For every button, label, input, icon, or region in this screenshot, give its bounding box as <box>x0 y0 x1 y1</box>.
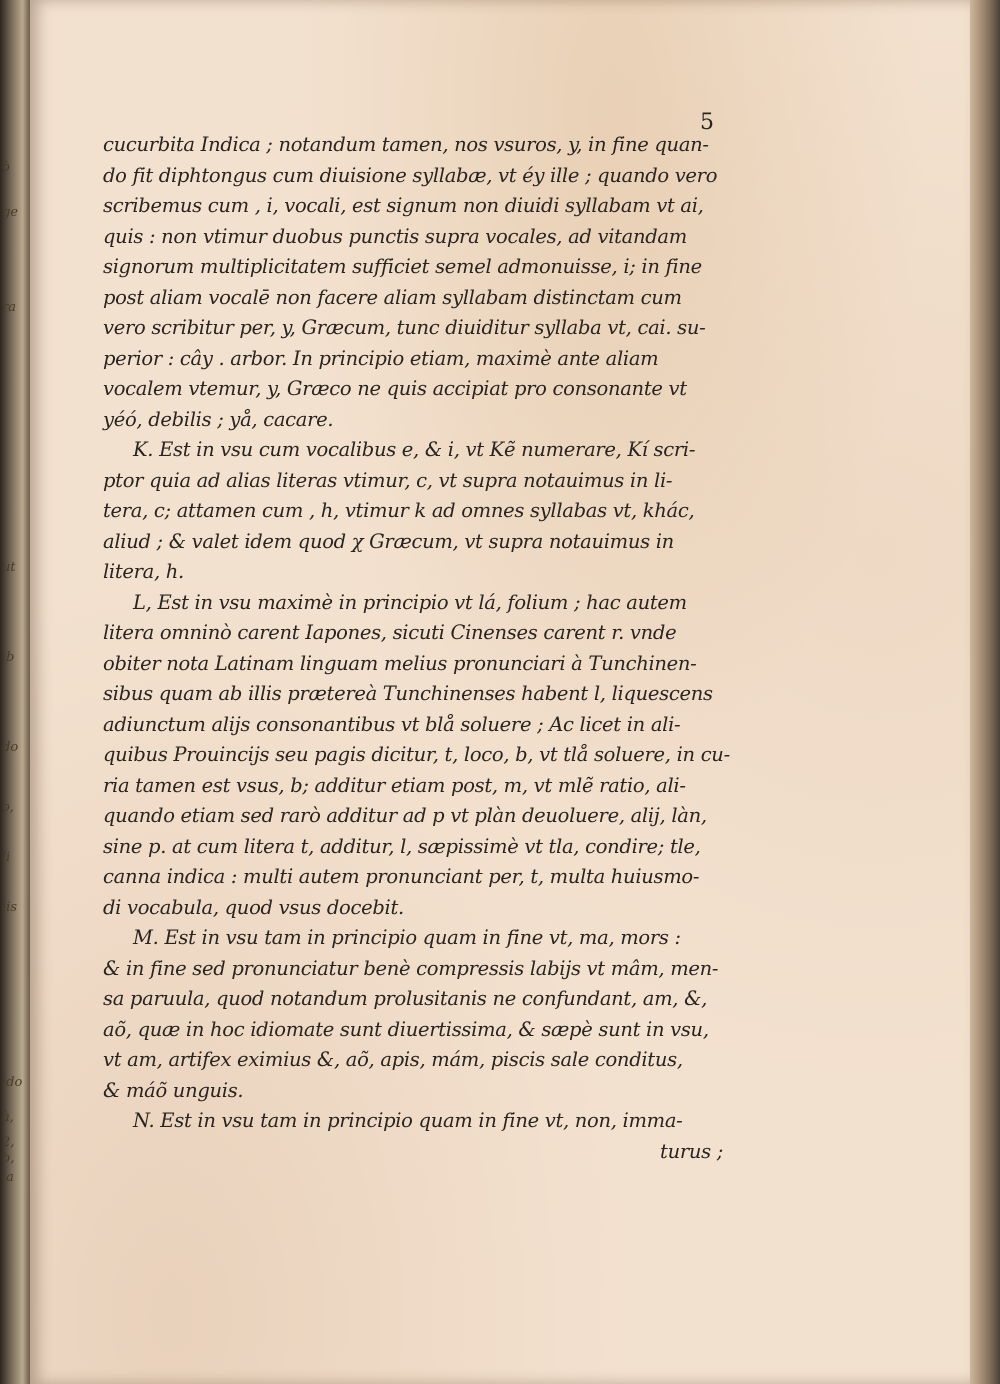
margin-fragment: ia <box>2 1170 14 1185</box>
margin-fragment: ge <box>2 205 19 220</box>
catchword: turus ; <box>660 1139 723 1163</box>
text-line: vocalem vtemur, y, Græco ne quis accipiat pro consonante vt <box>103 377 687 400</box>
text-line: N. Est in vsu tam in principio quam in fine vt, non, imma- <box>133 1109 683 1132</box>
margin-fragment: à, <box>2 1110 14 1125</box>
margin-fragment: ut <box>2 560 16 575</box>
text-line: sine p. at cum litera t, additur, l, sæpissimè vt tla, condire; tle, <box>103 834 701 858</box>
text-line: di vocabula, quod vsus docebit. <box>103 895 404 919</box>
facing-page-edge <box>0 0 30 1384</box>
text-line: sibus quam ab illis prætereà Tunchinenses habent l, liquescens <box>103 682 713 705</box>
margin-fragment: o, <box>2 800 14 815</box>
text-line: adiunctum alijs consonantibus vt blå soluere ; Ac licet in ali- <box>103 712 681 736</box>
text-line: sa paruula, quod notandum prolusitanis ne confundant, am, &, <box>103 987 708 1010</box>
text-line: ria tamen est vsus, b; additur etiam post, m, vt mlẽ ratio, ali- <box>103 773 686 797</box>
text-line: ptor quia ad alias literas vtimur, c, vt supra notauimus in li- <box>103 468 673 492</box>
text-line: L, Est in vsu maximè in principio vt lá, folium ; hac autem <box>133 590 687 614</box>
text-line: perior : cây . arbor. In principio etiam, maximè ante aliam <box>103 346 659 370</box>
margin-fragment: li <box>2 850 11 865</box>
text-line: & máõ unguis. <box>103 1078 244 1102</box>
margin-fragment: ra <box>2 300 16 315</box>
text-line: vt am, artifex eximius &, aõ, apis, mám, piscis sale conditus, <box>103 1048 683 1071</box>
margin-fragment: 2, b, <box>2 1135 15 1166</box>
text-line: K. Est in vsu cum vocalibus e, & i, vt Kẽ numerare, Kí scri- <box>133 438 696 461</box>
margin-fragment: ò <box>2 160 10 175</box>
text-line: litera, h. <box>103 560 184 583</box>
page-number: 5 <box>700 110 714 135</box>
text-line: tera, c; attamen cum , h, vtimur k ad omnes syllabas vt, khác, <box>103 499 695 522</box>
text-line: aõ, quæ in hoc idiomate sunt diuertissima, & sæpè sunt in vsu, <box>103 1017 709 1041</box>
text-line: M. Est in vsu tam in principio quam in fine vt, ma, mors : <box>133 926 681 949</box>
text-line: cucurbita Indica ; notandum tamen, nos vsuros, y, in fine quan- <box>103 133 709 156</box>
text-line: quibus Prouincijs seu pagis dicitur, t, loco, b, vt tlå soluere, in cu- <box>103 743 730 766</box>
text-line: post aliam vocalē non facere aliam syllabam distinctam cum <box>103 285 682 309</box>
text-line: scribemus cum , i, vocali, est signum non diuidi syllabam vt ai, <box>103 194 704 217</box>
text-line: litera omninò carent Iapones, sicuti Cinenses carent r. vnde <box>103 621 677 644</box>
margin-fragment: ido <box>2 1075 23 1090</box>
text-line: vero scribitur per, y, Græcum, tunc diuiditur syllaba vt, cai. su- <box>103 316 706 339</box>
text-line: & in fine sed pronunciatur benè compressis labijs vt mâm, men- <box>103 956 719 980</box>
text-line: quis : non vtimur duobus punctis supra vocales, ad vitandam <box>103 224 687 248</box>
body-text <box>103 130 763 1167</box>
text-line: signorum multiplicitatem sufficiet semel admonuisse, i; in fine <box>103 255 702 278</box>
text-line: quando etiam sed rarò additur ad p vt plàn deuoluere, alij, làn, <box>103 804 707 827</box>
text-line: yéó, debilis ; yå, cacare. <box>103 407 334 431</box>
margin-fragment: do <box>2 740 19 755</box>
margin-fragment: iis <box>2 900 17 915</box>
margin-fragment: ib <box>2 650 15 665</box>
text-line: canna indica : multi autem pronunciant per, t, multa huiusmo- <box>103 865 700 888</box>
text-line: do fit diphtongus cum diuisione syllabæ, vt éy ille ; quando vero <box>103 163 718 187</box>
text-line: aliud ; & valet idem quod χ Græcum, vt supra notauimus in <box>103 529 674 553</box>
page-stack-edge <box>970 0 1000 1384</box>
text-line: obiter nota Latinam linguam melius pronunciari à Tunchinen- <box>103 651 697 675</box>
